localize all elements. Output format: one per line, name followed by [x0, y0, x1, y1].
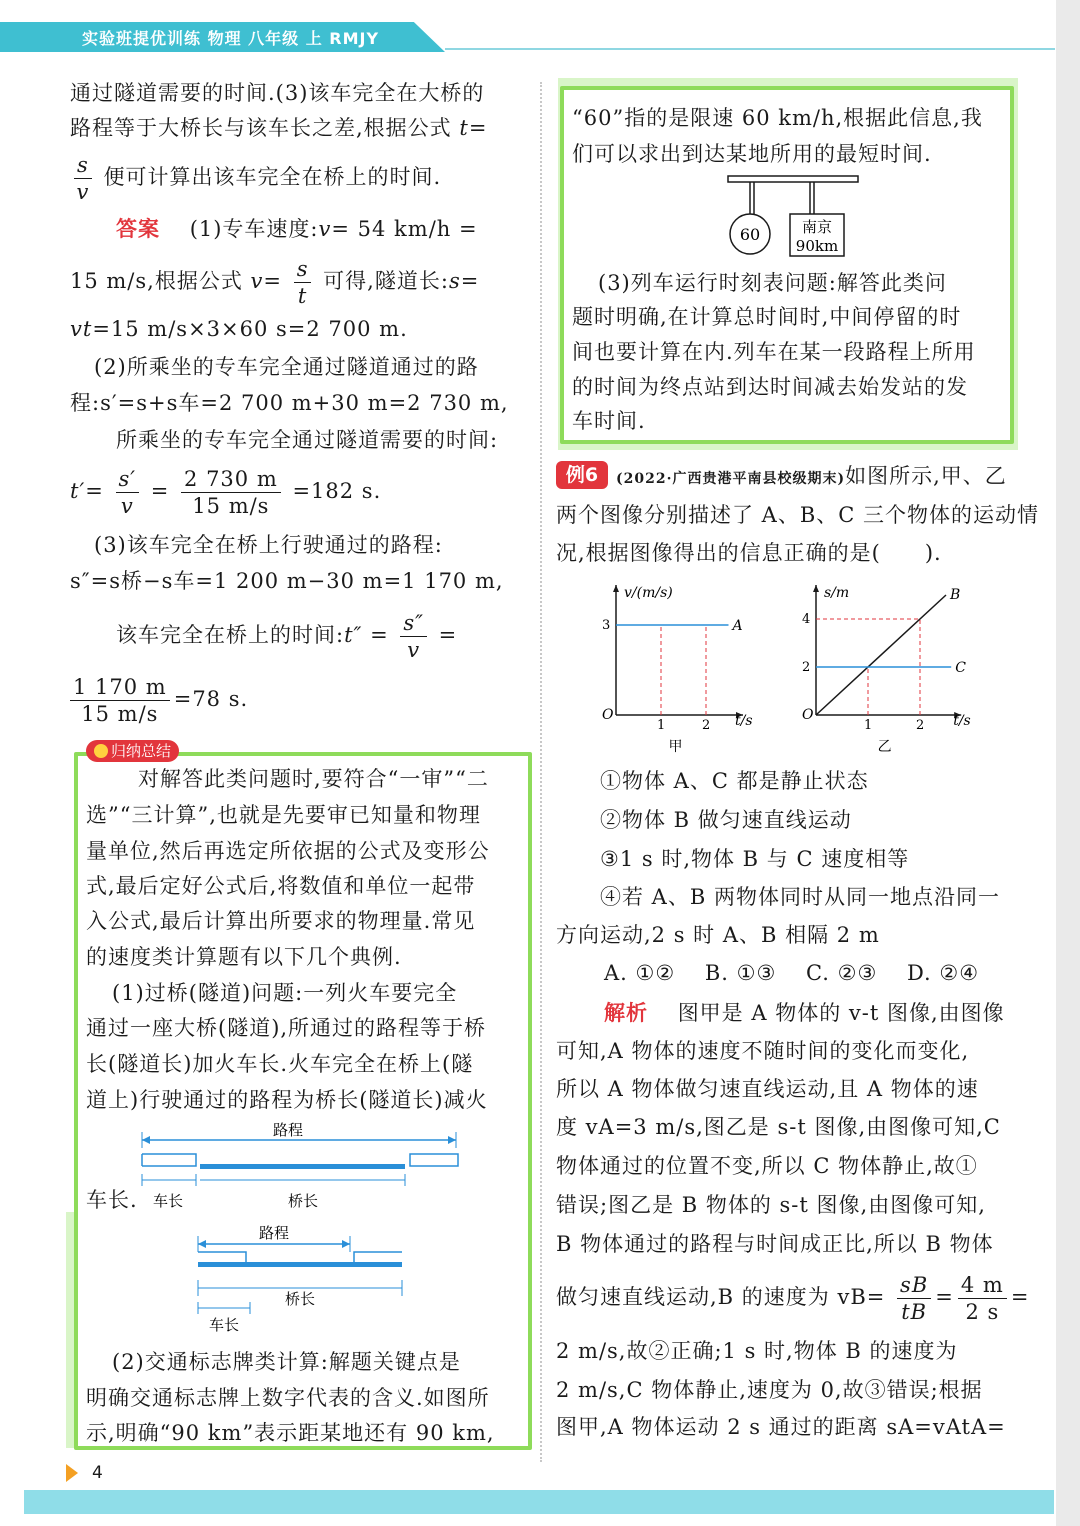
summary-line-13: 明确交通标志牌上数字代表的含义.如图所	[86, 1386, 490, 1410]
speed-limit-value: 60	[739, 225, 761, 244]
summary-line-7: (1)过桥(隧道)问题:一列火车要完全	[112, 981, 458, 1005]
answer-line-5: 程:s′=s+s车=2 700 m+30 m=2 730 m,	[70, 391, 509, 415]
example-line-2: 两个图像分别描述了 A、B、C 三个物体的运动情	[556, 503, 1040, 527]
analysis-line-5: 物体通过的位置不变,所以 C 物体静止,故①	[556, 1154, 978, 1178]
analysis-line-1: 解析 图甲是 A 物体的 v-t 图像,由图像	[604, 1001, 1005, 1025]
page-marker-icon	[66, 1464, 78, 1482]
example-line-3: 况,根据图像得出的信息正确的是( ).	[556, 541, 942, 565]
answer-line-11: $\frac{1 170 m}{15 m/s}$ =78 s.	[70, 674, 248, 727]
right-box-line-3: (3)列车运行时刻表问题:解答此类问	[598, 271, 947, 295]
right-box-line-5: 间也要计算在内.列车在某一段路程上所用	[572, 340, 976, 364]
fig1-bridge-label: 桥长	[287, 1192, 319, 1210]
summary-line-1: 对解答此类问题时,要符合“一审”“二	[138, 767, 489, 791]
origin-label: O	[802, 707, 814, 723]
answer-line-7: t′= $\frac{s'}{v}$ = $\frac{2 730 m}{15 m/s}$ =182 s.	[70, 467, 382, 518]
example-badge: 例6	[556, 461, 608, 489]
x-axis-label: t/s	[735, 713, 753, 729]
header-title: 实验班提优训练 物理 八年级 上 RMJY	[82, 29, 380, 48]
answer-line-8: (3)该车完全在桥上行驶通过的路程:	[94, 533, 443, 557]
x-axis-label: t/s	[953, 713, 971, 729]
series-label-A: A	[732, 618, 743, 634]
chart-jia	[590, 575, 770, 755]
left-line-3: $\frac{s}{v}$ 便可计算出该车完全在桥上的时间.	[70, 152, 441, 205]
summary-line-11: 车长.	[86, 1188, 138, 1212]
answer-line-10: 该车完全在桥上的时间:t″ = $\frac{s''}{v}$ =	[116, 611, 458, 662]
chart-title: 甲	[668, 739, 683, 755]
summary-line-2: 选”“三计算”,也就是先要审已知量和物理	[86, 803, 481, 827]
answer-line-1: 答案 (1)专车速度:v= 54 km/h =	[116, 217, 478, 241]
summary-line-5: 入公式,最后计算出所要求的物理量.常见	[86, 909, 476, 933]
y-tick-label: 3	[602, 618, 611, 633]
right-box-line-1: “60”指的是限速 60 km/h,根据此信息,我	[572, 106, 983, 130]
sign-distance: 90km	[795, 237, 839, 255]
answer-line-3: vt=15 m/s×3×60 s=2 700 m.	[70, 317, 408, 341]
analysis-line-11: 图甲,A 物体运动 2 s 通过的距离 sA=vAtA=	[556, 1415, 1006, 1439]
fraction-s-over-v: $\frac{s}{v}$	[74, 152, 92, 205]
analysis-line-3: 所以 A 物体做匀速直线运动,且 A 物体的速	[556, 1077, 979, 1101]
answer-line-2: 15 m/s,根据公式 v= $\frac{s}{t}$ 可得,隧道长:s=	[70, 257, 480, 308]
analysis-line-7: B 物体通过的路程与时间成正比,所以 B 物体	[556, 1232, 994, 1256]
lightbulb-icon	[94, 744, 108, 758]
series-line-B	[816, 595, 946, 715]
summary-line-4: 式,最后定好公式后,将数值和单位一起带	[86, 874, 476, 898]
fig2-route-label: 路程	[258, 1224, 290, 1242]
fig2-car-label: 车长	[208, 1316, 240, 1334]
bridge-figure-2	[188, 1222, 418, 1340]
summary-line-14: 示,明确“90 km”表示距某地还有 90 km,	[86, 1421, 495, 1445]
x-tick-label: 1	[864, 718, 873, 733]
analysis-label: 解析	[604, 1001, 648, 1025]
chart-yi	[790, 575, 980, 755]
summary-line-12: (2)交通标志牌类计算:解题关键点是	[112, 1350, 461, 1374]
y-tick-label: 2	[802, 660, 811, 675]
chart-title: 乙	[877, 739, 892, 755]
option-2: ②物体 B 做匀速直线运动	[600, 808, 852, 832]
summary-line-3: 量单位,然后再选定所依据的公式及变形公	[86, 839, 490, 863]
analysis-line-4: 度 vA=3 m/s,图乙是 s-t 图像,由图像可知,C	[556, 1115, 1001, 1139]
train-right	[410, 1154, 458, 1166]
analysis-line-9: 2 m/s,故②正确;1 s 时,物体 B 的速度为	[556, 1339, 958, 1363]
bridge-figure-1	[138, 1118, 468, 1216]
option-3: ③1 s 时,物体 B 与 C 速度相等	[600, 847, 910, 871]
answer-line-9: s″=s桥−s车=1 200 m−30 m=1 170 m,	[70, 569, 504, 593]
analysis-line-10: 2 m/s,C 物体静止,速度为 0,故③错误;根据	[556, 1378, 983, 1402]
series-label-C: C	[955, 660, 966, 676]
page-number: 4	[92, 1463, 103, 1483]
choices: A. ①② B. ①③ C. ②③ D. ②④	[604, 961, 980, 985]
y-tick-label: 4	[802, 612, 811, 627]
left-line-1: 通过隧道需要的时间.(3)该车完全在大桥的	[70, 81, 485, 105]
sign-city: 南京	[801, 218, 833, 236]
example-line-1: (2022·广西贵港平南县校级期末)如图所示,甲、乙	[616, 464, 1007, 488]
fig1-car-label: 车长	[152, 1192, 184, 1210]
summary-line-6: 的速度类计算题有以下几个典例.	[86, 945, 402, 969]
series-label-B: B	[950, 587, 961, 603]
summary-line-9: 长(隧道长)加火车长.火车完全在桥上(隧	[86, 1052, 474, 1076]
option-4b: 方向运动,2 s 时 A、B 相隔 2 m	[556, 923, 880, 947]
sign-pole-beam	[728, 176, 858, 182]
fig2-bridge-label: 桥长	[284, 1290, 316, 1308]
page-edge	[1056, 0, 1080, 1526]
option-4a: ④若 A、B 两物体同时从同一地点沿同一	[600, 885, 1000, 909]
summary-line-10: 道上)行驶通过的路程为桥长(隧道长)减火	[86, 1088, 488, 1112]
header-rule	[445, 48, 1055, 50]
analysis-line-2: 可知,A 物体的速度不随时间的变化而变化,	[556, 1039, 970, 1063]
left-line-2: 路程等于大桥长与该车长之差,根据公式 t=	[70, 116, 488, 140]
answer-line-4: (2)所乘坐的专车完全通过隧道通过的路	[94, 355, 479, 379]
x-tick-label: 2	[702, 718, 711, 733]
traffic-sign-figure	[724, 172, 864, 262]
train-left	[142, 1154, 196, 1166]
origin-label: O	[602, 707, 614, 723]
right-box-line-7: 车时间.	[572, 409, 646, 433]
fig1-route-label: 路程	[272, 1121, 304, 1139]
y-axis-arrow	[613, 585, 619, 592]
answer-line-6: 所乘坐的专车完全通过隧道需要的时间:	[116, 428, 499, 452]
y-axis-arrow	[813, 585, 819, 592]
right-box-line-6: 的时间为终点站到达时间减去始发站的发	[572, 375, 968, 399]
y-axis-label: s/m	[824, 585, 850, 601]
x-tick-label: 2	[916, 718, 925, 733]
footer-bar	[24, 1490, 1054, 1514]
example-source: (2022·广西贵港平南县校级期末)	[616, 471, 846, 487]
right-box-line-4: 题时明确,在计算总时间时,中间停留的时	[572, 305, 962, 329]
option-1: ①物体 A、C 都是静止状态	[600, 769, 869, 793]
bridge-bar	[200, 1164, 405, 1169]
analysis-line-6: 错误;图乙是 B 物体的 s-t 图像,由图像可知,	[556, 1193, 986, 1217]
x-tick-label: 1	[657, 718, 666, 733]
y-axis-label: v/(m/s)	[624, 585, 673, 601]
summary-line-8: 通过一座大桥(隧道),所通过的路程等于桥	[86, 1016, 487, 1040]
column-divider	[540, 82, 542, 1462]
answer-label: 答案	[116, 217, 160, 241]
analysis-line-8: 做匀速直线运动,B 的速度为 vB= $\frac{sB}{tB}$ = $\frac{4 m}{2 s}$ =	[556, 1273, 1030, 1324]
summary-badge: 归纳总结	[86, 740, 179, 762]
right-box-line-2: 们可以求出到达某地所用的最短时间.	[572, 142, 932, 166]
